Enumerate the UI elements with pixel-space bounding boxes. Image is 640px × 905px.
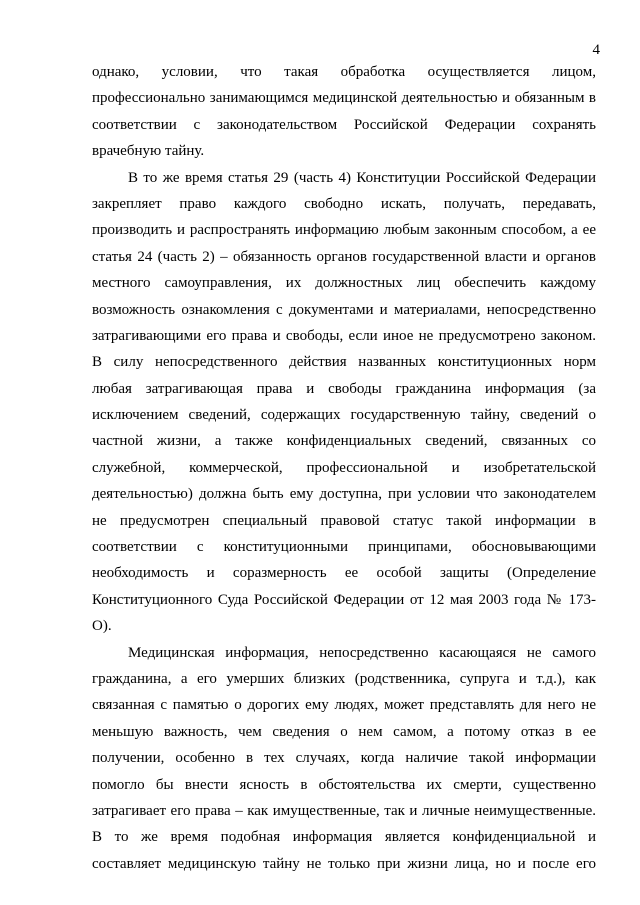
text-line: производить и распространять информацию любым законным способом, а ее [92,222,596,239]
text-line: необходимость и соразмерность ее особой защиты (Определение [92,565,596,582]
document-body [92,59,596,877]
text-line: профессионально занимающимся медицинской деятельностью и обязанным в [92,90,596,107]
text-line: не предусмотрен специальный правовой статус такой информации в [92,512,596,529]
text-line: закрепляет право каждого свободно искать, получать, передавать, [92,195,596,212]
text-line: Медицинская информация, непосредственно касающаяся не самого [128,644,596,661]
text-line: частной жизни, а также конфиденциальных сведений, связанных со [92,433,596,450]
text-line: О). [92,618,112,635]
text-line: помогло бы внести ясность в обстоятельства их смерти, существенно [92,776,596,793]
text-line: служебной, коммерческой, профессиональной и изобретательской [92,459,596,476]
text-line: В силу непосредственного действия названных конституционных норм [92,354,596,371]
text-line: Конституционного Суда Российской Федерации от 12 мая 2003 года № 173- [92,591,596,608]
paragraph-2 [92,165,596,640]
text-line: связанная с памятью о дорогих ему людях, может представлять для него не [92,697,596,714]
paragraph-3 [92,640,596,878]
text-line: гражданина, а его умерших близких (родственника, супруга и т.д.), как [92,670,596,687]
text-line: составляет медицинскую тайну не только при жизни лица, но и после его [92,855,596,872]
text-line: получении, особенно в тех случаях, когда наличие такой информации [92,750,596,767]
text-line: возможность ознакомления с документами и материалами, непосредственно [92,301,596,318]
text-line: В то же время подобная информация является конфиденциальной и [92,829,596,846]
text-line: меньшую важность, чем сведения о нем самом, а потому отказ в ее [92,723,596,740]
text-line: затрагивающими его права и свободы, если иное не предусмотрено законом. [92,327,596,344]
text-line: исключением сведений, содержащих государственную тайну, сведений о [92,407,596,424]
text-line: любая затрагивающая права и свободы гражданина информация (за [92,380,596,397]
text-line: статья 24 (часть 2) – обязанность органов государственной власти и органов [92,248,596,265]
paragraph-1 [92,59,596,165]
text-line: соответствии с конституционными принципами, обосновывающими [92,539,596,556]
page-number: 4 [592,42,600,58]
text-line: однако, условии, что такая обработка осуществляется лицом, [92,64,596,80]
text-line: местного самоуправления, их должностных лиц обеспечить каждому [92,275,596,292]
text-line: В то же время статья 29 (часть 4) Конституции Российской Федерации [128,169,596,186]
text-line: деятельностью) должна быть ему доступна, при условии что законодателем [92,486,596,503]
text-line: соответствии с законодательством Российской Федерации сохранять [92,116,596,133]
text-line: затрагивает его права – как имущественные, так и личные неимущественные. [92,802,596,819]
text-line: врачебную тайну. [92,143,205,160]
